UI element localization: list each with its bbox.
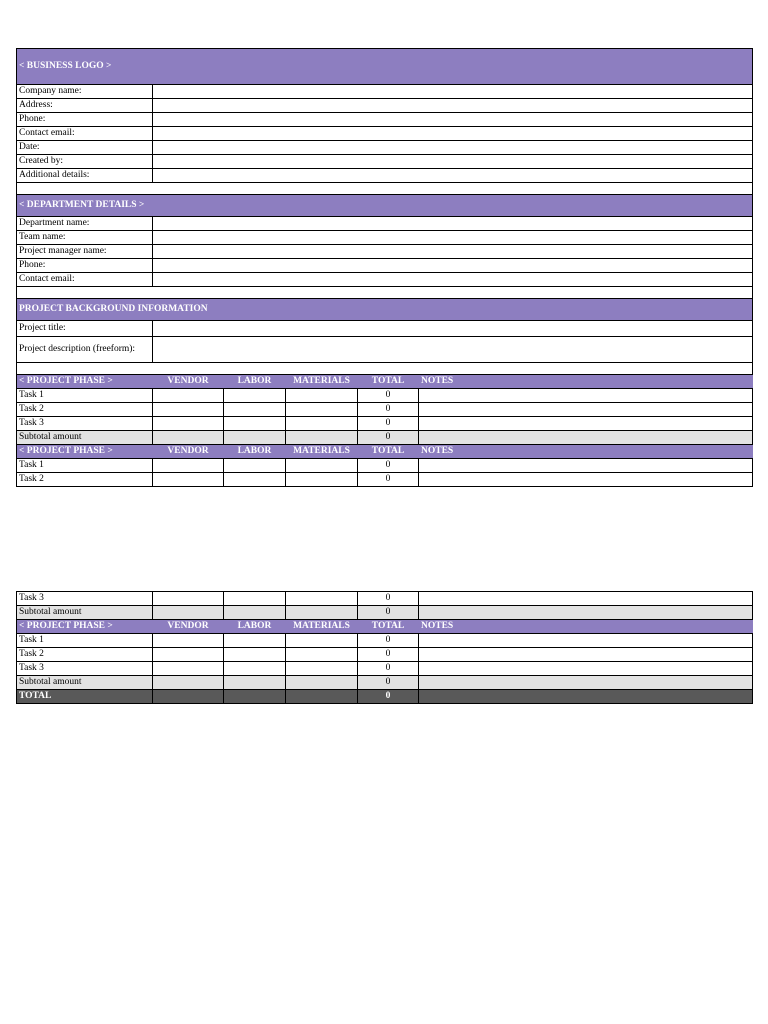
total-cell: 0 — [358, 592, 419, 606]
grand-total-label: TOTAL — [17, 690, 153, 704]
task-name[interactable]: Task 1 — [17, 459, 153, 473]
labor-col-header: LABOR — [224, 445, 286, 459]
total-cell: 0 — [358, 473, 419, 487]
field-row — [17, 155, 753, 169]
department-details-label[interactable]: < DEPARTMENT DETAILS > — [17, 195, 753, 217]
materials-cell[interactable] — [286, 592, 358, 606]
task-row — [17, 634, 753, 648]
total-cell: 0 — [358, 662, 419, 676]
vendor-cell[interactable] — [153, 417, 224, 431]
task-row — [17, 403, 753, 417]
labor-cell[interactable] — [224, 403, 286, 417]
subtotal-row — [17, 606, 753, 620]
task-row — [17, 389, 753, 403]
labor-cell[interactable] — [224, 417, 286, 431]
field-row — [17, 169, 753, 183]
task-name[interactable]: Task 2 — [17, 648, 153, 662]
materials-cell[interactable] — [286, 389, 358, 403]
total-cell: 0 — [358, 403, 419, 417]
subtotal-value: 0 — [358, 431, 419, 445]
total-col-header: TOTAL — [358, 375, 419, 389]
field-label: Phone: — [17, 113, 153, 127]
notes-cell[interactable] — [419, 662, 753, 676]
phase-label[interactable]: < PROJECT PHASE > — [17, 375, 153, 389]
materials-col-header: MATERIALS — [286, 620, 358, 634]
address-value[interactable] — [153, 99, 753, 113]
form-section-bottom — [16, 591, 752, 704]
total-cell: 0 — [358, 389, 419, 403]
vendor-col-header: VENDOR — [153, 375, 224, 389]
spacer-row — [17, 287, 753, 299]
subtotal-label: Subtotal amount — [17, 431, 153, 445]
notes-cell[interactable] — [419, 634, 753, 648]
field-row — [17, 113, 753, 127]
materials-cell[interactable] — [286, 473, 358, 487]
phase-label[interactable]: < PROJECT PHASE > — [17, 620, 153, 634]
vendor-cell[interactable] — [153, 403, 224, 417]
date-value[interactable] — [153, 141, 753, 155]
labor-cell[interactable] — [224, 592, 286, 606]
spacer-row — [17, 183, 753, 195]
task-row — [17, 459, 753, 473]
field-label: Project manager name: — [17, 245, 153, 259]
field-label: Contact email: — [17, 127, 153, 141]
phase-header-row — [17, 445, 753, 459]
field-row — [17, 321, 753, 337]
created-by-value[interactable] — [153, 155, 753, 169]
vendor-cell[interactable] — [153, 592, 224, 606]
task-row — [17, 592, 753, 606]
materials-cell[interactable] — [286, 459, 358, 473]
task-name[interactable]: Task 3 — [17, 417, 153, 431]
phase-header-row — [17, 620, 753, 634]
materials-cell[interactable] — [286, 403, 358, 417]
field-row — [17, 141, 753, 155]
task-name[interactable]: Task 2 — [17, 403, 153, 417]
materials-cell[interactable] — [286, 417, 358, 431]
info-table — [16, 48, 753, 487]
task-row — [17, 662, 753, 676]
notes-cell[interactable] — [419, 648, 753, 662]
materials-cell[interactable] — [286, 634, 358, 648]
task-name[interactable]: Task 1 — [17, 389, 153, 403]
field-label: Project description (freeform): — [17, 337, 153, 363]
project-background-header — [17, 299, 753, 321]
dept-email-value[interactable] — [153, 273, 753, 287]
phase-header-row — [17, 375, 753, 389]
task-name[interactable]: Task 2 — [17, 473, 153, 487]
field-row — [17, 85, 753, 99]
vendor-cell[interactable] — [153, 473, 224, 487]
field-label: Department name: — [17, 217, 153, 231]
project-title-value[interactable] — [153, 321, 753, 337]
total-cell: 0 — [358, 634, 419, 648]
total-cell: 0 — [358, 459, 419, 473]
form-section-top — [16, 48, 752, 487]
notes-col-header: NOTES — [419, 620, 753, 634]
field-label: Phone: — [17, 259, 153, 273]
phase-label[interactable]: < PROJECT PHASE > — [17, 445, 153, 459]
notes-cell[interactable] — [419, 459, 753, 473]
task-row — [17, 417, 753, 431]
dept-phone-value[interactable] — [153, 259, 753, 273]
vendor-col-header: VENDOR — [153, 445, 224, 459]
department-header — [17, 195, 753, 217]
total-col-header: TOTAL — [358, 445, 419, 459]
materials-cell[interactable] — [286, 648, 358, 662]
labor-cell[interactable] — [224, 389, 286, 403]
subtotal-label: Subtotal amount — [17, 606, 153, 620]
project-manager-value[interactable] — [153, 245, 753, 259]
notes-col-header: NOTES — [419, 445, 753, 459]
field-row — [17, 217, 753, 231]
total-col-header: TOTAL — [358, 620, 419, 634]
field-label: Date: — [17, 141, 153, 155]
labor-cell[interactable] — [224, 473, 286, 487]
field-label: Contact email: — [17, 273, 153, 287]
field-row — [17, 259, 753, 273]
vendor-cell[interactable] — [153, 634, 224, 648]
phone-value[interactable] — [153, 113, 753, 127]
notes-cell[interactable] — [419, 417, 753, 431]
subtotal-row — [17, 431, 753, 445]
business-logo-label[interactable]: < BUSINESS LOGO > — [17, 49, 753, 85]
vendor-col-header: VENDOR — [153, 620, 224, 634]
labor-cell[interactable] — [224, 459, 286, 473]
subtotal-row — [17, 676, 753, 690]
subtotal-value: 0 — [358, 676, 419, 690]
business-logo-header — [17, 49, 753, 85]
task-row — [17, 648, 753, 662]
notes-cell[interactable] — [419, 473, 753, 487]
contact-email-value[interactable] — [153, 127, 753, 141]
field-row — [17, 337, 753, 363]
notes-cell[interactable] — [419, 403, 753, 417]
grand-total-row — [17, 690, 753, 704]
labor-col-header: LABOR — [224, 620, 286, 634]
notes-cell[interactable] — [419, 592, 753, 606]
labor-cell[interactable] — [224, 648, 286, 662]
subtotal-value: 0 — [358, 606, 419, 620]
field-row — [17, 127, 753, 141]
vendor-cell[interactable] — [153, 648, 224, 662]
field-label: Address: — [17, 99, 153, 113]
materials-cell[interactable] — [286, 662, 358, 676]
field-row — [17, 231, 753, 245]
vendor-cell[interactable] — [153, 389, 224, 403]
materials-col-header: MATERIALS — [286, 445, 358, 459]
task-name[interactable]: Task 3 — [17, 662, 153, 676]
task-name[interactable]: Task 3 — [17, 592, 153, 606]
field-row — [17, 245, 753, 259]
spacer-row — [17, 363, 753, 375]
grand-total-value: 0 — [358, 690, 419, 704]
field-label: Project title: — [17, 321, 153, 337]
additional-details-value[interactable] — [153, 169, 753, 183]
labor-col-header: LABOR — [224, 375, 286, 389]
vendor-cell[interactable] — [153, 459, 224, 473]
notes-col-header: NOTES — [419, 375, 753, 389]
department-name-value[interactable] — [153, 217, 753, 231]
total-cell: 0 — [358, 648, 419, 662]
vendor-cell[interactable] — [153, 662, 224, 676]
company-name-value[interactable] — [153, 85, 753, 99]
field-label: Team name: — [17, 231, 153, 245]
field-row — [17, 99, 753, 113]
field-row — [17, 273, 753, 287]
task-name[interactable]: Task 1 — [17, 634, 153, 648]
labor-cell[interactable] — [224, 634, 286, 648]
project-background-label: PROJECT BACKGROUND INFORMATION — [17, 299, 753, 321]
total-cell: 0 — [358, 417, 419, 431]
team-name-value[interactable] — [153, 231, 753, 245]
labor-cell[interactable] — [224, 662, 286, 676]
task-row — [17, 473, 753, 487]
subtotal-label: Subtotal amount — [17, 676, 153, 690]
project-description-value[interactable] — [153, 337, 753, 363]
materials-col-header: MATERIALS — [286, 375, 358, 389]
field-label: Additional details: — [17, 169, 153, 183]
notes-cell[interactable] — [419, 389, 753, 403]
field-label: Created by: — [17, 155, 153, 169]
budget-table-continued — [16, 591, 753, 704]
field-label: Company name: — [17, 85, 153, 99]
